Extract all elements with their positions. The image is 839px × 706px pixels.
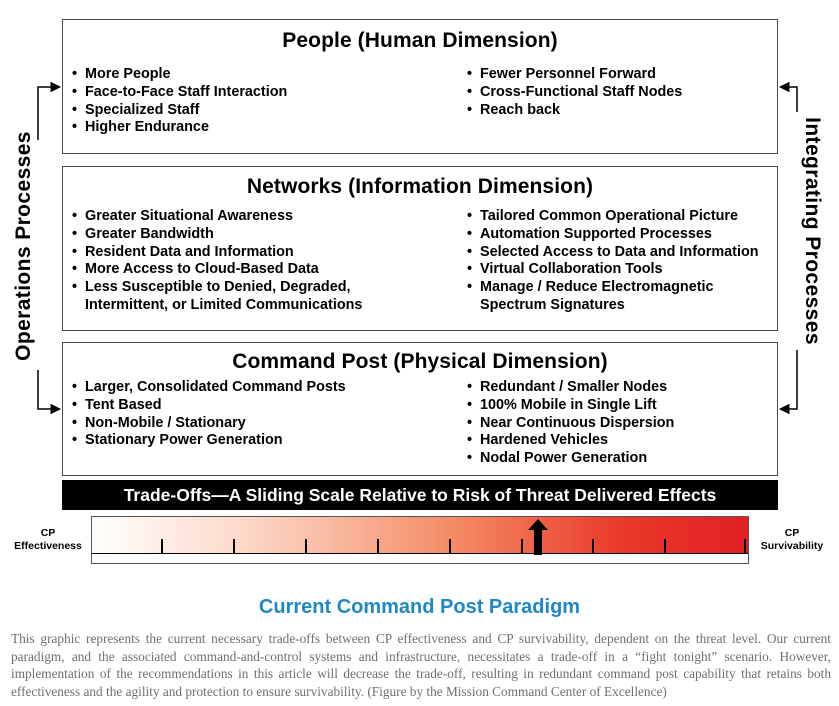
list-item: • 100% Mobile in Single Lift [467, 397, 674, 415]
list-item: • Higher Endurance [72, 119, 287, 137]
cp-survivability-line1: CP [784, 527, 800, 539]
integrating-arrow-bottom [780, 350, 797, 409]
list-item: • Face-to-Face Staff Interaction [72, 84, 287, 102]
list-item: • Larger, Consolidated Command Posts [72, 379, 346, 397]
list-item: • Non-Mobile / Stationary [72, 415, 346, 433]
scale-baseline [92, 553, 748, 563]
integrating-arrow-top [780, 87, 797, 112]
scale-tick [449, 539, 451, 553]
list-item: • Tent Based [72, 397, 346, 415]
command-post-right-list [467, 379, 674, 468]
list-item: • Manage / Reduce Electromagnetic [467, 279, 759, 297]
scale-tick [744, 539, 746, 553]
list-item: • More People [72, 66, 287, 84]
scale-tick [161, 539, 163, 553]
list-item: • Selected Access to Data and Information [467, 244, 759, 262]
tradeoff-banner: Trade-Offs—A Sliding Scale Relative to Risk of Threat Delivered Effects [62, 480, 778, 510]
cp-survivability-line2: Survivability [760, 540, 824, 552]
list-item: • Near Continuous Dispersion [467, 415, 674, 433]
list-item: • Redundant / Smaller Nodes [467, 379, 674, 397]
list-item: • Reach back [467, 102, 682, 120]
networks-right-list [467, 208, 759, 315]
scale-tick [592, 539, 594, 553]
up-arrow-icon [528, 519, 548, 555]
networks-panel [62, 166, 778, 331]
cp-effectiveness-line2: Effectiveness [14, 540, 82, 552]
scale-tick [521, 539, 523, 553]
caption-title: Current Command Post Paradigm [258, 596, 581, 618]
people-title: People (Human Dimension) [282, 29, 558, 52]
command-post-panel [62, 342, 778, 476]
networks-left-list [72, 208, 362, 315]
operations-processes-label: Operations Processes [12, 131, 35, 361]
people-right-list [467, 66, 682, 119]
cp-survivability-label [752, 527, 832, 553]
list-item: • Cross-Functional Staff Nodes [467, 84, 682, 102]
cp-effectiveness-label [8, 527, 88, 553]
scale-tick [233, 539, 235, 553]
cp-effectiveness-line1: CP [40, 527, 56, 539]
tradeoff-scale [91, 516, 749, 564]
operations-arrow-bottom [38, 370, 60, 409]
list-item: • Greater Situational Awareness [72, 208, 362, 226]
list-item: • Stationary Power Generation [72, 432, 346, 450]
list-item: • Less Susceptible to Denied, Degraded, [72, 279, 362, 297]
caption-body: This graphic represents the current necessary trade-offs between CP effectiveness and CP survivability, dependent on the threat level. Our current paradigm, and the associated command-and-control systems and infrastructure, necessitates a trade-off in a “fight tonight” scenario. However, implementation of the recommendations in this article will decrease the trade-off, resulting in redundant command post capability that retains both effectiveness and the agility and protection to ensure survivability. (Figure by the Mission Command Center of Excellence) [11, 631, 831, 699]
list-item: • Tailored Common Operational Picture [467, 208, 759, 226]
list-item: • Fewer Personnel Forward [467, 66, 682, 84]
people-panel [62, 19, 778, 154]
operations-arrow-top [38, 87, 60, 140]
people-left-list [72, 66, 287, 137]
list-item: • Nodal Power Generation [467, 450, 674, 468]
integrating-processes-label: Integrating Processes [801, 117, 824, 345]
list-item: Spectrum Signatures [480, 296, 625, 313]
networks-title: Networks (Information Dimension) [246, 175, 594, 198]
list-item: Intermittent, or Limited Communications [85, 296, 363, 313]
scale-tick [305, 539, 307, 553]
list-item: • Greater Bandwidth [72, 226, 362, 244]
list-item: • More Access to Cloud-Based Data [72, 261, 362, 279]
list-item: • Virtual Collaboration Tools [467, 261, 759, 279]
list-item: • Automation Supported Processes [467, 226, 759, 244]
scale-tick [377, 539, 379, 553]
command-post-left-list [72, 379, 346, 450]
list-item: • Hardened Vehicles [467, 432, 674, 450]
command-post-title: Command Post (Physical Dimension) [232, 350, 608, 373]
list-item: • Resident Data and Information [72, 244, 362, 262]
list-item: • Specialized Staff [72, 102, 287, 120]
scale-tick [664, 539, 666, 553]
